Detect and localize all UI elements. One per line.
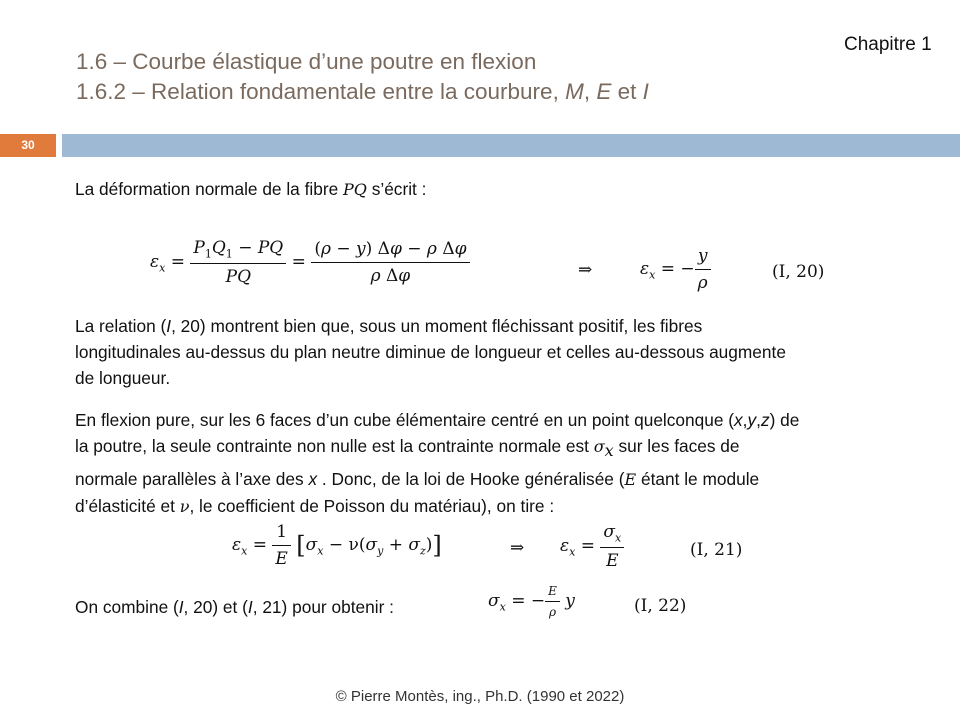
p2-line-3: de longueur. (75, 368, 171, 388)
p3-comma: , (756, 410, 761, 430)
title-line-2-text: 1.6.2 – Relation fondamentale entre la courbure, (76, 79, 566, 104)
equation-i-21-result: $\varepsilon_x$ = $\frac{\sigma_x}{E}$ (560, 522, 624, 571)
slide-title (76, 47, 649, 107)
p3-x: x (734, 410, 743, 430)
title-var-i: I (642, 79, 649, 104)
p3-line-2b: sur les faces de (613, 436, 740, 456)
p3-sigma: σ (593, 437, 605, 456)
p3-line-2a: la poutre, la seule contrainte non nulle est la contrainte normale est (75, 436, 594, 456)
equation-i-20: $\varepsilon_x$ = $\frac{P_1Q_1 - PQ}{PQ}$ = $\frac{\text{(ρ − y) Δφ − ρ Δφ}}{\text{ρ Δφ}}$ (150, 238, 470, 287)
equation-label-21: (I, 21) (690, 540, 743, 560)
title-sep: , (583, 79, 597, 104)
p1-end: s’écrit : (366, 179, 427, 199)
p3-nu: ν (179, 497, 190, 517)
p2-a: La relation ( (75, 316, 167, 336)
p3-line-4a: d’élasticité et (75, 496, 180, 517)
p1-var: PQ (343, 180, 367, 199)
footer-copyright: © Pierre Montès, ing., Ph.D. (1990 et 2022) (335, 688, 625, 705)
p3-line-4b: , le coefficient de Poisson du matériau), on tire : (189, 496, 555, 517)
equation-label-20: (I, 20) (772, 262, 825, 282)
title-var-m: M (565, 79, 584, 104)
equation-label-22: (I, 22) (634, 596, 687, 616)
p4-b: , 20) et ( (183, 597, 248, 617)
implies-arrow: ⇒ (510, 538, 525, 558)
p3-y: y (747, 410, 757, 430)
p4-c: , 21) pour obtenir : (252, 597, 394, 617)
p4-i2: I (247, 597, 253, 617)
paragraph-3 (75, 407, 935, 520)
p1-text: La déformation normale de la fibre (75, 179, 344, 199)
p3-sigma-sub: x (604, 441, 614, 461)
slide-number: 30 (0, 134, 56, 157)
equation-i-20-result: $\varepsilon_x$ = − $\frac{y}{\rho}$ (640, 246, 711, 293)
p3-line-1a: En flexion pure, sur les 6 faces d’un cube élémentaire centré en un point quelconque ( (75, 410, 735, 430)
p2-line-2: longitudinales au-dessus du plan neutre diminue de longueur et celles au-dessous augmente (75, 342, 786, 362)
header-band (62, 134, 960, 157)
paragraph-4 (75, 594, 394, 620)
p4-i1: I (178, 597, 184, 617)
title-line-2 (76, 77, 649, 107)
paragraph-2 (75, 313, 786, 391)
title-var-e: E (596, 79, 612, 104)
p3-line-3c: étant le module (636, 469, 760, 490)
p4-a: On combine ( (75, 597, 179, 617)
p2-b: , 20) montrent bien que, sous un moment fléchissant positif, les fibres (171, 316, 703, 336)
title-sep: et (611, 79, 643, 104)
paragraph-1 (75, 176, 426, 203)
equation-i-21: $\varepsilon_x$ = $\frac{1}{E}$ $[\sigma_x - \nu(\sigma_y + \sigma_z)]$ (232, 522, 442, 569)
title-line-1: 1.6 – Courbe élastique d’une poutre en flexion (76, 49, 537, 74)
p3-line-3b: . Donc, de la loi de Hooke généralisée ( (317, 469, 625, 490)
chapter-label: Chapitre 1 (844, 34, 932, 55)
implies-arrow: ⇒ (578, 260, 593, 280)
p2-i: I (166, 316, 172, 336)
p3-line-3a: normale parallèles à l’axe des (75, 469, 309, 490)
p3-line-3e: E (624, 470, 637, 490)
equation-i-22: $\sigma_x$ = − $\frac{E}{\rho}$ y (488, 584, 575, 619)
p3-line-3x: x (308, 469, 318, 490)
p3-z: z (760, 410, 770, 430)
p3-comma: , (742, 410, 748, 430)
p3-line-1b: ) de (769, 410, 800, 430)
